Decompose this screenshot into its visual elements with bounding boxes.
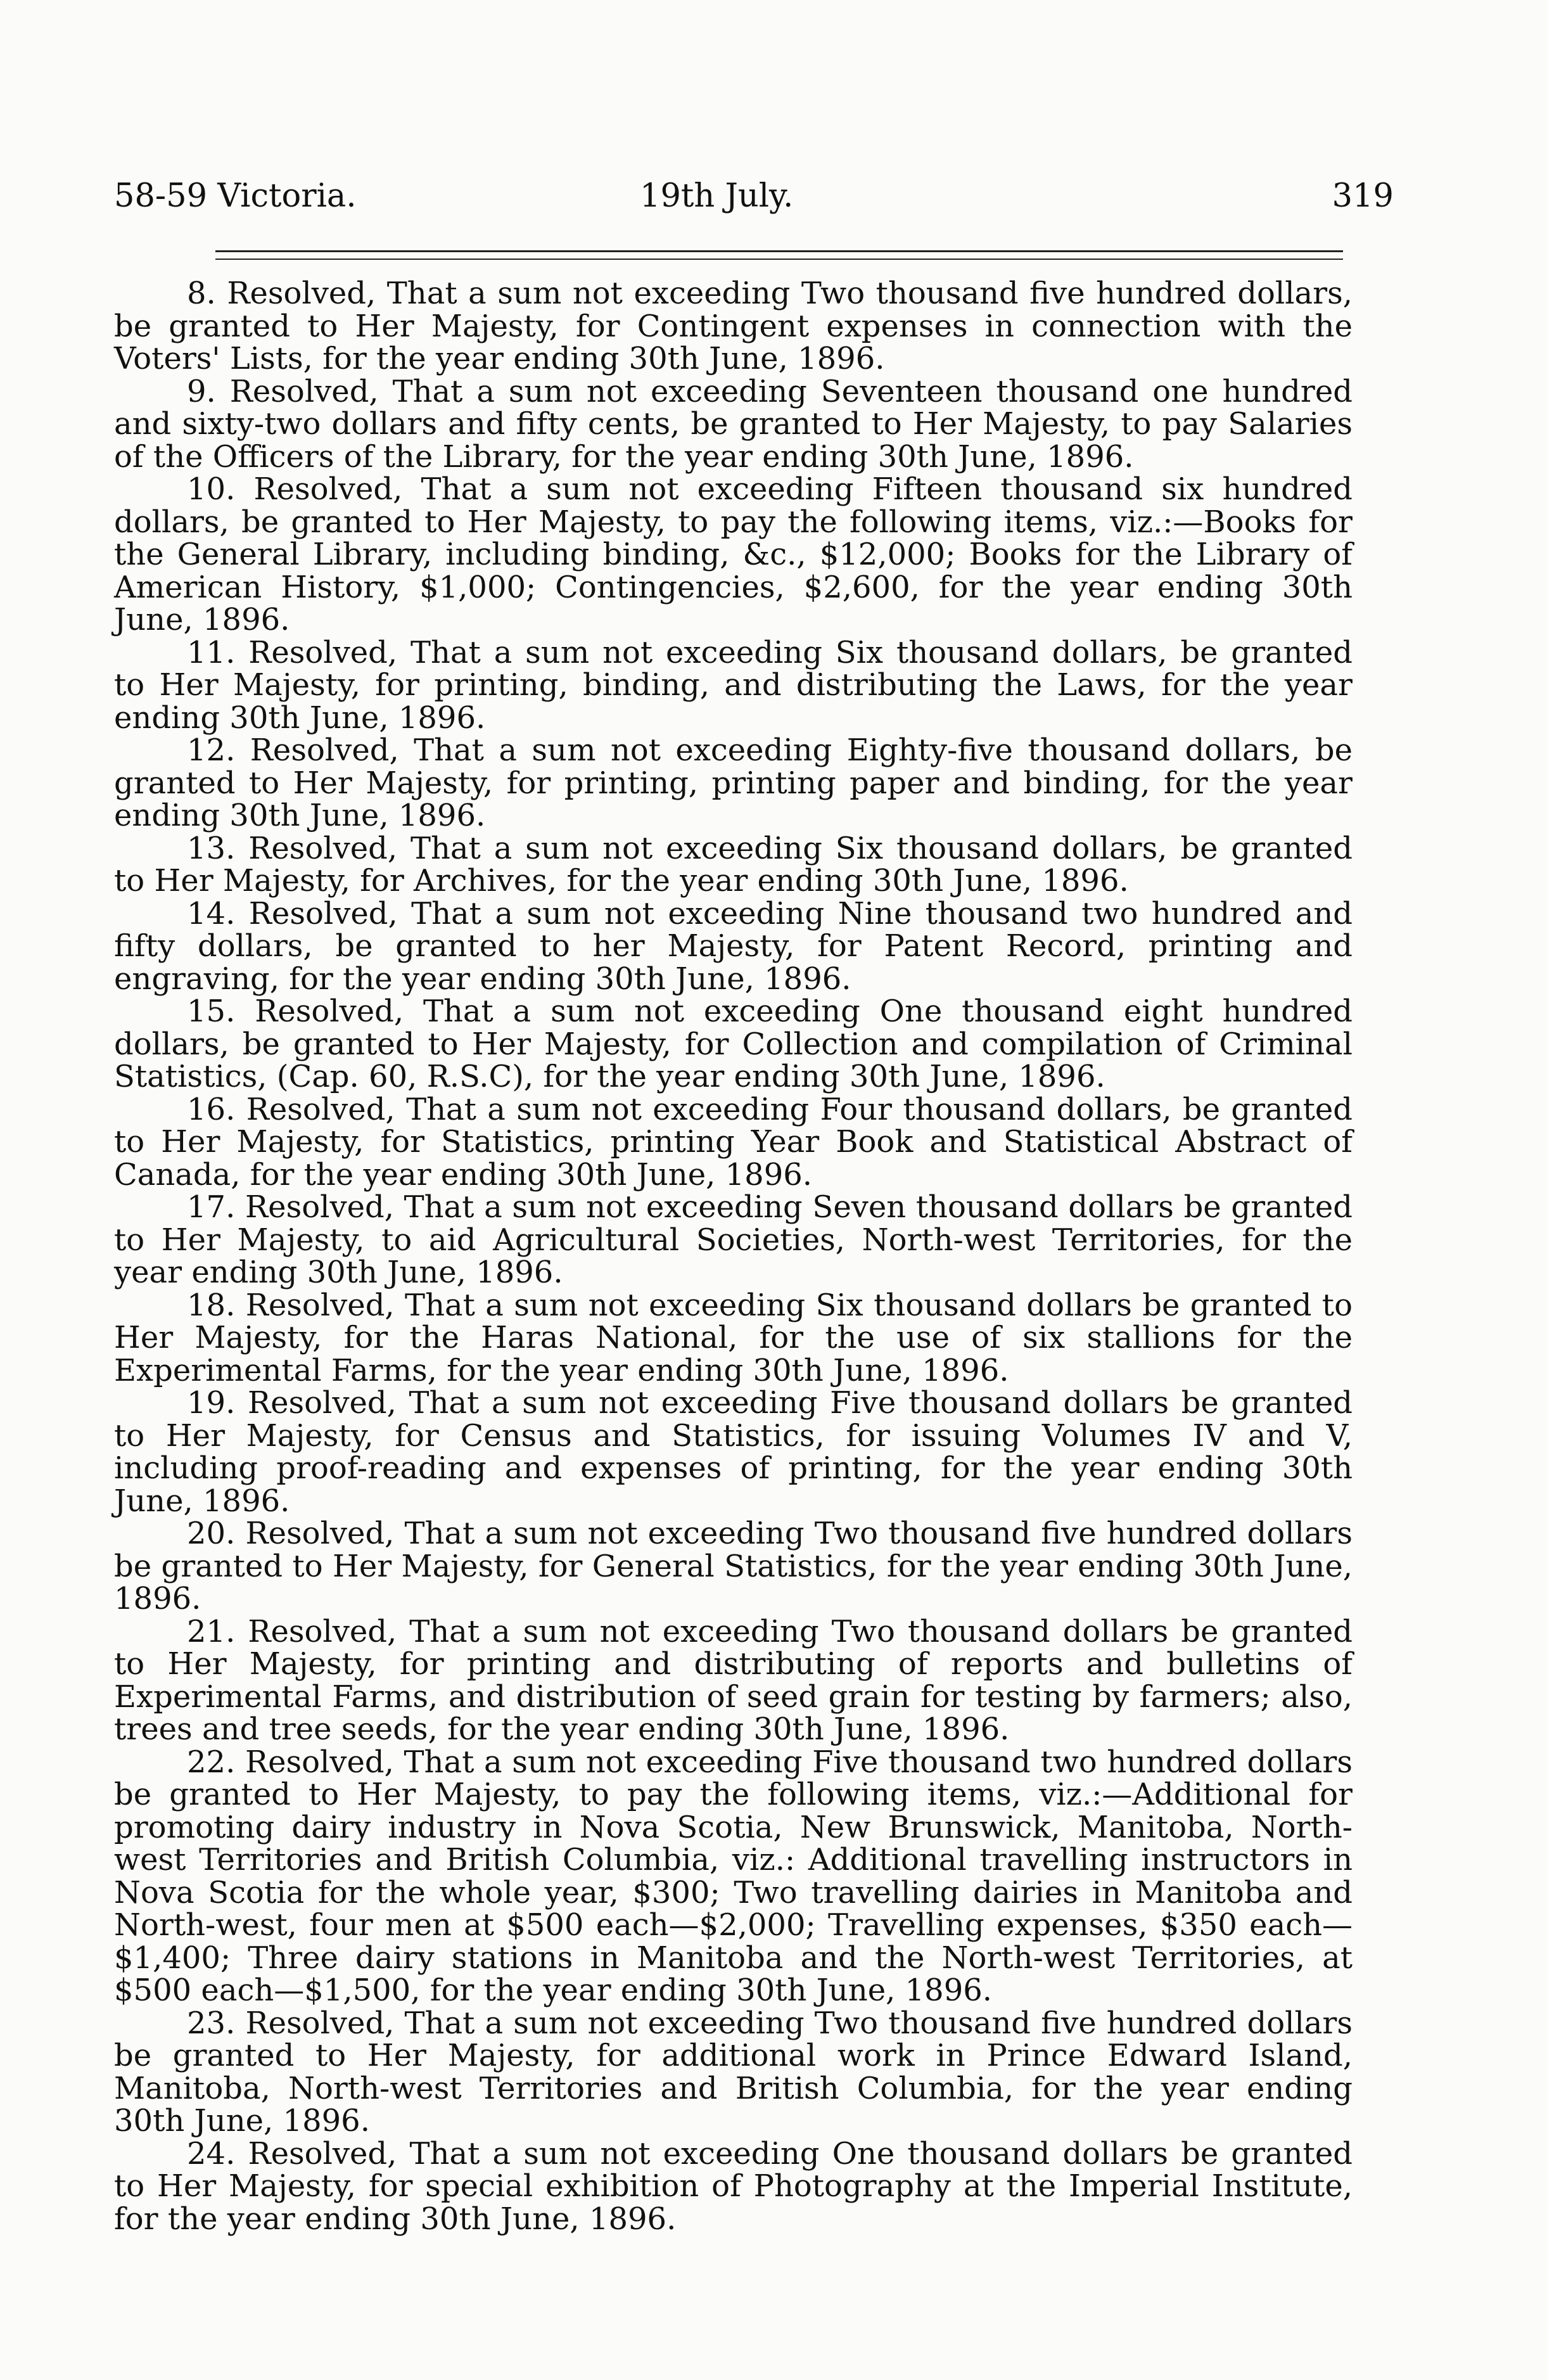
resolution-text: Resolved, That a sum not exceeding Six thousand dollars, be granted to Her Majesty, for printing, binding, and distributing the Laws, for the year ending 30th June, 1896.	[114, 634, 1353, 736]
resolution-text: Resolved, That a sum not exceeding Two thousand five hundred dollars be granted to Her Majesty, for additional work in Prince Edward Island, Manitoba, North-west Territories and British Columbia, for the year ending 30th June, 1896.	[114, 2005, 1353, 2139]
date-label: 19th July.	[640, 177, 794, 215]
resolution-paragraph	[114, 1613, 1353, 1747]
resolution-paragraph	[114, 734, 1353, 833]
resolution-number: 14.	[187, 895, 236, 931]
resolution-number: 15.	[187, 994, 236, 1029]
resolution-paragraph	[114, 1289, 1353, 1388]
resolution-text: Resolved, That a sum not exceeding Nine thousand two hundred and fifty dollars, be granted to her Majesty, for Patent Record, printing and engraving, for the year ending 30th June, 1896.	[114, 895, 1353, 997]
resolution-text: Resolved, That a sum not exceeding One thousand eight hundred dollars, be granted to Her Majesty, for Collection and compilation of Criminal Statistics, (Cap. 60, R.S.C), for the year ending 30th June, 1896.	[114, 994, 1353, 1094]
resolution-text: Resolved, That a sum not exceeding Two thousand five hundred dollars be granted to Her Majesty, for General Statistics, for the year ending 30th June, 1896.	[114, 1516, 1353, 1616]
resolution-number: 16.	[187, 1091, 236, 1127]
resolution-number: 17.	[187, 1189, 236, 1225]
resolution-number: 20.	[187, 1516, 236, 1551]
resolution-number: 23.	[187, 2005, 236, 2041]
resolution-paragraph	[114, 830, 1353, 899]
resolution-number: 21.	[187, 1613, 236, 1649]
resolution-text: Resolved, That a sum not exceeding Six thousand dollars be granted to Her Majesty, for the Haras National, for the use of six stallions for the Experimental Farms, for the year ending 30th June, 1896.	[114, 1287, 1353, 1388]
header-rule-top	[215, 250, 1343, 252]
resolution-paragraph	[114, 995, 1353, 1094]
resolution-text: Resolved, That a sum not exceeding Seventeen thousand one hundred and sixty-two dollars and fifty cents, be granted to Her Majesty, to pay Salaries of the Officers of the Library, for the year ending 30th June, 1896.	[114, 373, 1353, 475]
resolutions-body	[114, 278, 1353, 2236]
resolution-paragraph	[114, 895, 1353, 997]
resolution-text: Resolved, That a sum not exceeding Seven thousand dollars be granted to Her Majesty, to aid Agricultural Societies, North-west Territories, for the year ending 30th June, 1896.	[114, 1189, 1353, 1290]
resolution-paragraph	[114, 278, 1353, 376]
resolution-number: 22.	[187, 1744, 236, 1780]
page-number: 319	[1332, 177, 1394, 215]
resolution-text: Resolved, That a sum not exceeding One thousand dollars be granted to Her Majesty, for special exhibition of Photography at the Imperial Institute, for the year ending 30th June, 1896.	[114, 2135, 1353, 2237]
resolution-number: 9.	[187, 373, 216, 409]
resolution-paragraph	[114, 373, 1353, 475]
resolution-number: 11.	[187, 634, 236, 670]
resolution-text: Resolved, That a sum not exceeding Two thousand five hundred dollars, be granted to Her Majesty, for Contingent expenses in connection with the Voters' Lists, for the year ending 30th June, 1896.	[114, 276, 1353, 376]
resolution-text: Resolved, That a sum not exceeding Fifteen thousand six hundred dollars, be granted to Her Majesty, to pay the following items, viz.:—Books for the General Library, including binding, &c., $12,000; Books for the Library of American History, $1,000; Contingencies, $2,600, for the year ending 30th June, 1896.	[114, 471, 1353, 637]
header-rule-bottom	[215, 259, 1343, 260]
resolution-number: 12.	[187, 733, 236, 768]
resolution-paragraph	[114, 1387, 1353, 1518]
resolution-paragraph	[114, 473, 1353, 637]
resolution-paragraph	[114, 1191, 1353, 1289]
page-header	[114, 171, 1394, 222]
resolution-paragraph	[114, 1746, 1353, 2007]
resolution-paragraph	[114, 2007, 1353, 2138]
resolution-number: 10.	[187, 471, 236, 507]
resolution-paragraph	[114, 1091, 1353, 1193]
resolution-text: Resolved, That a sum not exceeding Six thousand dollars, be granted to Her Majesty, for Archives, for the year ending 30th June, 1896.	[114, 830, 1353, 899]
resolution-text: Resolved, That a sum not exceeding Eighty-five thousand dollars, be granted to Her Majesty, for printing, printing paper and binding, for the year ending 30th June, 1896.	[114, 733, 1353, 833]
resolution-number: 19.	[187, 1385, 236, 1421]
resolution-text: Resolved, That a sum not exceeding Two thousand dollars be granted to Her Majesty, for printing and distributing of reports and bulletins of Experimental Farms, and distribution of seed grain for testing by farmers; also, trees and tree seeds, for the year ending 30th June, 1896.	[114, 1613, 1353, 1747]
resolution-text: Resolved, That a sum not exceeding Four thousand dollars, be granted to Her Majesty, for Statistics, printing Year Book and Statistical Abstract of Canada, for the year ending 30th June, 1896.	[114, 1091, 1353, 1193]
resolution-number: 8.	[187, 276, 216, 311]
resolution-number: 13.	[187, 830, 236, 866]
resolution-number: 24.	[187, 2135, 236, 2172]
resolution-text: Resolved, That a sum not exceeding Five thousand dollars be granted to Her Majesty, for Census and Statistics, for issuing Volumes IV and V, including proof-reading and expenses of printing, for the year ending 30th June, 1896.	[114, 1385, 1353, 1519]
resolution-text: Resolved, That a sum not exceeding Five thousand two hundred dollars be granted to Her Majesty, to pay the following items, viz.:—Additional for promoting dairy industry in Nova Scotia, New Brunswick, Manitoba, North-west Territories and British Columbia, viz.: Additional travelling instructors in Nova Scotia for the whole year, $300; Two travelling dairies in Manitoba and North-west, four men at $500 each—$2,000; Travelling expenses, $350 each—$1,400; Three dairy stations in Manitoba and the North-west Territories, at $500 each—$1,500, for the year ending 30th June, 1896.	[114, 1744, 1353, 2008]
resolution-paragraph	[114, 1518, 1353, 1616]
resolution-paragraph	[114, 634, 1353, 736]
resolution-paragraph	[114, 2135, 1353, 2237]
session-label: 58-59 Victoria.	[114, 177, 357, 215]
resolution-number: 18.	[187, 1287, 236, 1323]
